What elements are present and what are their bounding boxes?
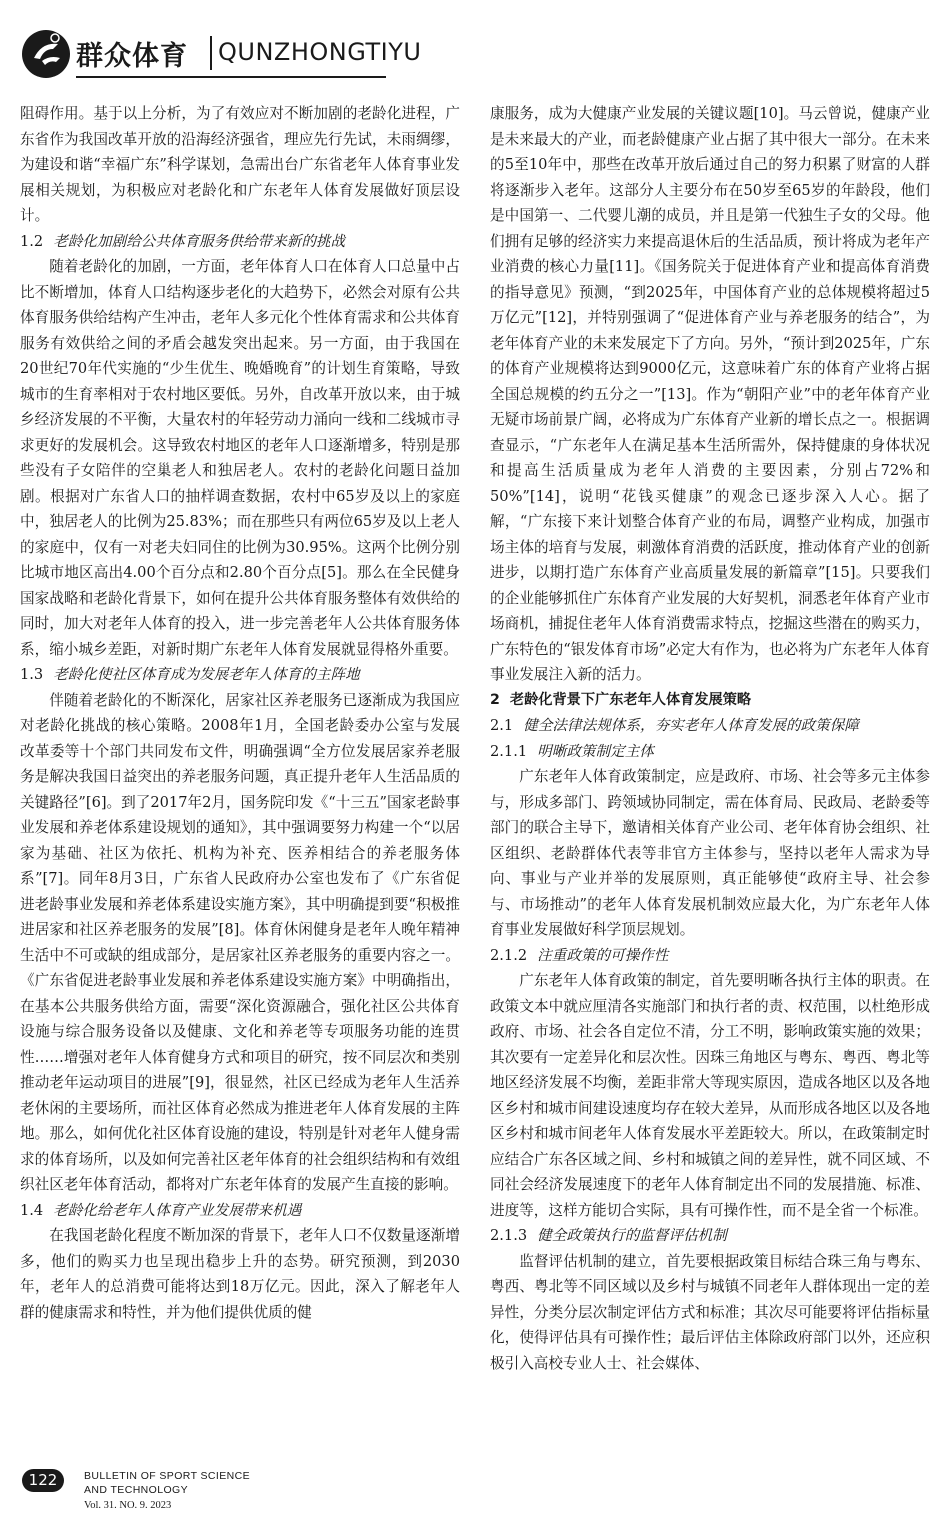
heading-text: 老龄化背景下广东老年人体育发展策略: [509, 691, 752, 708]
paragraph: 伴随着老龄化的不断深化，居家社区养老服务已逐渐成为我国应对老龄化挑战的核心策略。2008年1月，全国老龄委办公室与发展改革委等十个部门共同发布文件，明确强调“全方位发展居家养老服务是解决我国日益突出的养老服务问题，真正提升老年人生活品质的关键路径”[6]。到了2017年2月，国务院印发《“十三五”国家老龄事业发展和养老体系建设规划的通知》，其中强调要努力构建一个“以居家为基础、社区为依托、机构为补充、医养相结合的养老服务体系”[7]。同年8月3日，广东省人民政府办公室也发布了《广东省促进老龄事业发展和养老体系建设实施方案》，其中明确提到要“积极推进居家和社区养老服务的发展”[8]。体育休闲健身是老年人晚年精神生活中不可或缺的组成部分，是居家社区养老服务的重要内容之一。《广东省促进老龄事业发展和养老体系建设实施方案》中明确指出，在基本公共服务供给方面，需要“深化资源融合，强化社区公共体育设施与综合服务设备以及健康、文化和养老等专项服务功能的连贯性……增强对老年人体育健身方式和项目的研究，按不同层次和类别推动老年运动项目的进展”[9]，很显然，社区已经成为老年人生活养老休闲的主要场所，而社区体育必然成为推进老年人体育发展的主阵地。那么，如何优化社区体育设施的建设，特别是针对老年人健身需求的体育场所，以及如何完善社区老年体育的社会组织结构和有效组织社区老年体育活动，都将对广东老年体育的发展产生直接的影响。: [20, 691, 460, 1193]
right-column: [490, 101, 930, 1376]
heading-number: 2.1.2: [490, 946, 528, 964]
heading-number: 2.1.3: [490, 1227, 528, 1244]
left-column: [20, 101, 460, 1325]
paragraph: 阻碍作用。基于以上分析，为了有效应对不断加剧的老龄化进程，广东省作为我国改革开放的沿海经济强省，理应先行先试，未雨绸缪，为建设和谐“幸福广东”科学谋划，急需出台广东省老年人体育事业发展相关规划，为积极应对老龄化和广东老年人体育发展做好顶层设计。: [20, 105, 460, 224]
running-figure-logo-icon: [20, 28, 72, 80]
heading-text: 健全政策执行的监督评估机制: [537, 1227, 727, 1244]
paragraph: 广东老年人体育政策制定，应是政府、市场、社会等多元主体参与，形成多部门、跨领域协同制定，需在体育局、民政局、老龄委等部门的联合主导下，邀请相关体育产业公司、老年体育协会组织、社区组织、老龄群体代表等非官方主体参与，坚持以老年人需求为导向、事业与产业并举的发展原则，真正能够使“政府主导、社会参与、市场推动”的老年人体育发展机制效应最大化，为广东老年人体育事业发展做好科学顶层规划。: [490, 768, 930, 938]
subsection-heading: [490, 713, 930, 739]
subsection-heading: [20, 662, 460, 688]
bulletin-title: [84, 1469, 250, 1497]
heading-text: 明晰政策制定主体: [537, 742, 654, 760]
title-separator: [210, 36, 212, 70]
bulletin-line-2: AND TECHNOLOGY: [84, 1484, 189, 1496]
volume-info: Vol. 31. NO. 9. 2023: [84, 1500, 172, 1511]
journal-title-en: QUNZHONGTIYU: [218, 38, 422, 66]
paragraph: 在我国老龄化程度不断加深的背景下，老年人口不仅数量逐渐增多，他们的购买力也呈现出稳步上升的态势。研究预测，到2030年，老年人的总消费可能将达到18万亿元。因此，深入了解老年人群的健康需求和特性，并为他们提供优质的健: [20, 1227, 460, 1321]
header-rule: [76, 76, 386, 78]
bulletin-line-1: BULLETIN OF SPORT SCIENCE: [84, 1470, 250, 1482]
heading-number: 2: [490, 691, 500, 708]
page-number: 122: [22, 1469, 64, 1492]
journal-header: [20, 28, 422, 84]
paragraph: 广东老年人体育政策的制定，首先要明晰各执行主体的职责。在政策文本中就应厘清各实施部门和执行者的责、权范围，以杜绝形成政府、市场、社会各自定位不清，分工不明，影响政策实施的效果；其次要有一定差异化和层次性。因珠三角地区与粤东、粤西、粤北等地区经济发展不均衡，差距非常大等现实原因，造成各地区以及各地区乡村和城市间建设速度均存在较大差异，从而形成各地区以及各地区乡村和城市间老年人体育发展水平差距较大。所以，在政策制定时应结合广东各区域之间、乡村和城镇之间的差异性，就不同区域、不同社会经济发展速度下的老年人体育制定出不同的发展措施、标准、进度等，这样方能切合实际，具有可操作性，而不是全省一个标准。: [490, 972, 930, 1219]
heading-text: 注重政策的可操作性: [537, 946, 669, 964]
heading-number: 2.1: [490, 717, 514, 734]
heading-number: 2.1.1: [490, 742, 528, 760]
subsection-heading: [20, 1198, 460, 1224]
paragraph: 监督评估机制的建立，首先要根据政策目标结合珠三角与粤东、粤西、粤北等不同区域以及乡村与城镇不同老年人群体现出一定的差异性，分类分层次制定评估方式和标准；其次尽可能要将评估指标量化，使得评估具有可操作性；最后评估主体除政府部门以外，还应积极引入高校专业人士、社会媒体、: [490, 1252, 930, 1372]
section-heading: [490, 688, 930, 714]
paragraph: 康服务，成为大健康产业发展的关键议题[10]。马云曾说，健康产业是未来最大的产业，而老龄健康产业占据了其中很大一部分。在未来的5至10年中，那些在改革开放后通过自己的努力积累了财富的人群将逐渐步入老年。这部分人主要分布在50岁至65岁的年龄段，他们是中国第一、二代婴儿潮的成员，并且是第一代独生子女的父母。他们拥有足够的经济实力来提高退休后的生活品质，预计将成为老年产业消费的核心力量[11]。《国务院关于促进体育产业和提高体育消费的指导意见》预测，“到2025年，中国体育产业的总体规模将超过5万亿元”[12]，并特别强调了“促进体育产业与养老服务的结合”，为老年体育产业的未来发展定下了方向。另外，“预计到2025年，广东的体育产业规模将达到9000亿元，这意味着广东的体育产业将占据全国总规模的约五分之一”[13]。作为“朝阳产业”中的老年体育产业无疑市场前景广阔，必将成为广东体育产业新的增长点之一。根据调查显示，“广东老年人在满足基本生活所需外，保持健康的身体状况和提高生活质量成为老年人消费的主要因素，分别占72%和50%”[14]，说明“花钱买健康”的观念已逐步深入人心。据了解，“广东接下来计划整合体育产业的布局，调整产业构成，加强市场主体的培育与发展，刺激体育消费的活跃度，推动体育产业的创新进步，以期打造广东体育产业高质量发展的新篇章”[15]。只要我们的企业能够抓住广东体育产业发展的大好契机，洞悉老年体育产业市场商机，捕捉住老年人体育消费需求特点，挖掘这些潜在的购买力，广东特色的“银发体育市场”必定大有作为，也必将为广东老年人体育事业发展注入新的活力。: [490, 105, 930, 683]
heading-text: 老龄化使社区体育成为发展老年人体育的主阵地: [53, 666, 360, 683]
subsection-heading: [490, 1223, 930, 1249]
page-footer: [22, 1469, 322, 1527]
subsection-heading: [490, 943, 930, 969]
heading-number: 1.2: [20, 232, 44, 250]
journal-title-cn: 群众体育: [76, 41, 188, 72]
subsection-heading: [20, 229, 460, 255]
heading-number: 1.4: [20, 1201, 44, 1219]
heading-text: 健全法律法规体系，夯实老年人体育发展的政策保障: [523, 717, 859, 734]
paragraph: 随着老龄化的加剧，一方面，老年体育人口在体育人口总量中占比不断增加，体育人口结构逐步老化的大趋势下，必然会对原有公共体育服务供给结构产生冲击，老年人多元化个性体育需求和公共体育服务有效供给之间的矛盾会越发突出起来。另一方面，由于我国在20世纪70年代实施的“少生优生、晚婚晚育”的计划生育策略，导致城市的生育率相对于农村地区要低。另外，自改革开放以来，由于城乡经济发展的不平衡，大量农村的年轻劳动力涌向一线和二线城市寻求更好的发展机会。这导致农村地区的老年人口逐渐增多，特别是那些没有子女陪伴的空巢老人和独居老人。农村的老龄化问题日益加剧。根据对广东省人口的抽样调查数据，农村中65岁及以上的家庭中，独居老人的比例为25.83%；而在那些只有两位65岁及以上老人的家庭中，仅有一对老夫妇同住的比例为30.95%。这两个比例分别比城市地区高出4.00个百分点和2.80个百分点[5]。那么在全民健身国家战略和老龄化背景下，如何在提升公共体育服务整体有效供给的同时，加大对老年人体育的投入，进一步完善老年人公共体育服务体系，缩小城乡差距，对新时期广东老年人体育发展就显得格外重要。: [20, 258, 460, 658]
heading-text: 老龄化给老年人体育产业发展带来机遇: [53, 1201, 302, 1219]
heading-text: 老龄化加剧给公共体育服务供给带来新的挑战: [53, 232, 346, 250]
subsection-heading: [490, 739, 930, 765]
heading-number: 1.3: [20, 666, 44, 683]
